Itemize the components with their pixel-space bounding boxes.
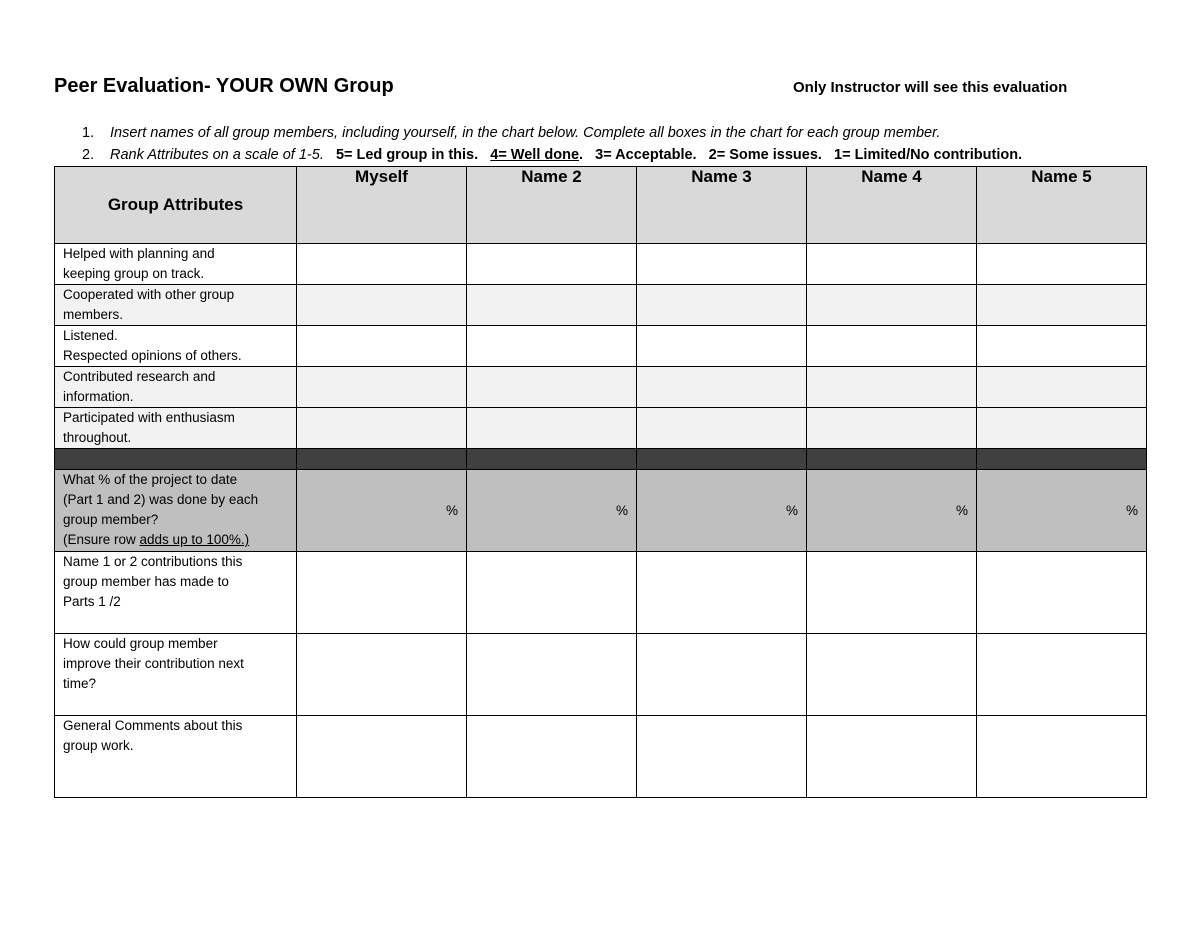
rating-cell-name-3[interactable] [637,326,807,367]
rating-cell-name-4[interactable] [807,285,977,326]
rating-cell-name-5[interactable] [977,285,1147,326]
header-name-5: Name 5 [977,167,1147,244]
percent-cell-name-2[interactable]: % [467,470,637,552]
comment-cell-myself[interactable] [297,634,467,716]
instruction-item [54,144,1164,166]
scale-1: 1= Limited/No contribution. [834,147,1023,163]
attribute-label: Helped with planning and keeping group on track. [55,244,297,285]
header-group-attributes: Group Attributes [55,167,297,244]
comment-cell-name-5[interactable] [977,634,1147,716]
rating-row-enthusiasm [55,408,1147,449]
percent-row [55,470,1147,552]
rating-cell-name-2[interactable] [467,408,637,449]
improvement-label: How could group member improve their contribution next time? [55,634,297,716]
contributions-label: Name 1 or 2 contributions this group member has made to Parts 1 /2 [55,552,297,634]
instruction-text: Insert names of all group members, including yourself, in the chart below. Complete all boxes in the chart for each group member. [110,125,941,141]
scale-4: 4= Well done [490,147,580,163]
comment-cell-name-4[interactable] [807,552,977,634]
attribute-label: Cooperated with other group members. [55,285,297,326]
instructions-list [54,122,1164,166]
attribute-label: Listened. Respected opinions of others. [55,326,297,367]
improvement-row [55,634,1147,716]
general-comments-label: General Comments about this group work. [55,716,297,798]
rating-row-cooperated [55,285,1147,326]
separator-row [55,449,1147,470]
rating-cell-name-3[interactable] [637,408,807,449]
comment-cell-name-4[interactable] [807,634,977,716]
rating-cell-name-5[interactable] [977,367,1147,408]
instruction-number: 2. [82,147,95,163]
attribute-label: Contributed research and information. [55,367,297,408]
header-name-2: Name 2 [467,167,637,244]
rating-cell-name-3[interactable] [637,367,807,408]
rating-cell-name-4[interactable] [807,326,977,367]
rating-cell-name-3[interactable] [637,285,807,326]
comment-cell-myself[interactable] [297,552,467,634]
rating-cell-name-2[interactable] [467,285,637,326]
scale-4-period: . [579,147,584,163]
comment-cell-name-5[interactable] [977,552,1147,634]
rating-cell-myself[interactable] [297,285,467,326]
comment-cell-name-3[interactable] [637,634,807,716]
rank-intro: Rank Attributes on a scale of 1-5. [110,147,324,163]
rating-cell-name-2[interactable] [467,326,637,367]
scale-3: 3= Acceptable. [595,147,697,163]
rating-cell-name-3[interactable] [637,244,807,285]
percent-cell-name-3[interactable]: % [637,470,807,552]
page-title: Peer Evaluation- YOUR OWN Group [54,75,394,97]
comment-cell-name-2[interactable] [467,716,637,798]
rating-cell-name-2[interactable] [467,244,637,285]
rating-row-listened [55,326,1147,367]
rating-row-planning [55,244,1147,285]
comment-cell-name-2[interactable] [467,634,637,716]
instruction-number: 1. [82,125,95,141]
rating-cell-name-2[interactable] [467,367,637,408]
rating-cell-myself[interactable] [297,408,467,449]
header-name-4: Name 4 [807,167,977,244]
attribute-label: Participated with enthusiasm throughout. [55,408,297,449]
evaluation-table [54,166,1147,798]
rating-cell-myself[interactable] [297,244,467,285]
header-name-3: Name 3 [637,167,807,244]
privacy-note: Only Instructor will see this evaluation [793,79,1068,96]
instruction-item [54,122,1164,144]
rating-cell-name-4[interactable] [807,408,977,449]
scale-2: 2= Some issues. [708,147,822,163]
comment-cell-name-5[interactable] [977,716,1147,798]
rating-cell-myself[interactable] [297,326,467,367]
rating-cell-myself[interactable] [297,367,467,408]
rating-cell-name-5[interactable] [977,408,1147,449]
header-myself: Myself [297,167,467,244]
rating-cell-name-4[interactable] [807,367,977,408]
percent-cell-name-5[interactable]: % [977,470,1147,552]
comment-cell-name-2[interactable] [467,552,637,634]
comment-cell-name-3[interactable] [637,552,807,634]
percent-cell-myself[interactable]: % [297,470,467,552]
percent-question-label: What % of the project to date (Part 1 and 2) was done by each group member? (Ensure row adds up to 100%.) [55,470,297,552]
general-comments-row [55,716,1147,798]
comment-cell-name-3[interactable] [637,716,807,798]
scale-5: 5= Led group in this. [335,147,479,163]
header-row [55,167,1147,244]
rating-cell-name-5[interactable] [977,244,1147,285]
rating-row-research [55,367,1147,408]
rating-cell-name-5[interactable] [977,326,1147,367]
contributions-row [55,552,1147,634]
rating-cell-name-4[interactable] [807,244,977,285]
comment-cell-name-4[interactable] [807,716,977,798]
percent-cell-name-4[interactable]: % [807,470,977,552]
comment-cell-myself[interactable] [297,716,467,798]
